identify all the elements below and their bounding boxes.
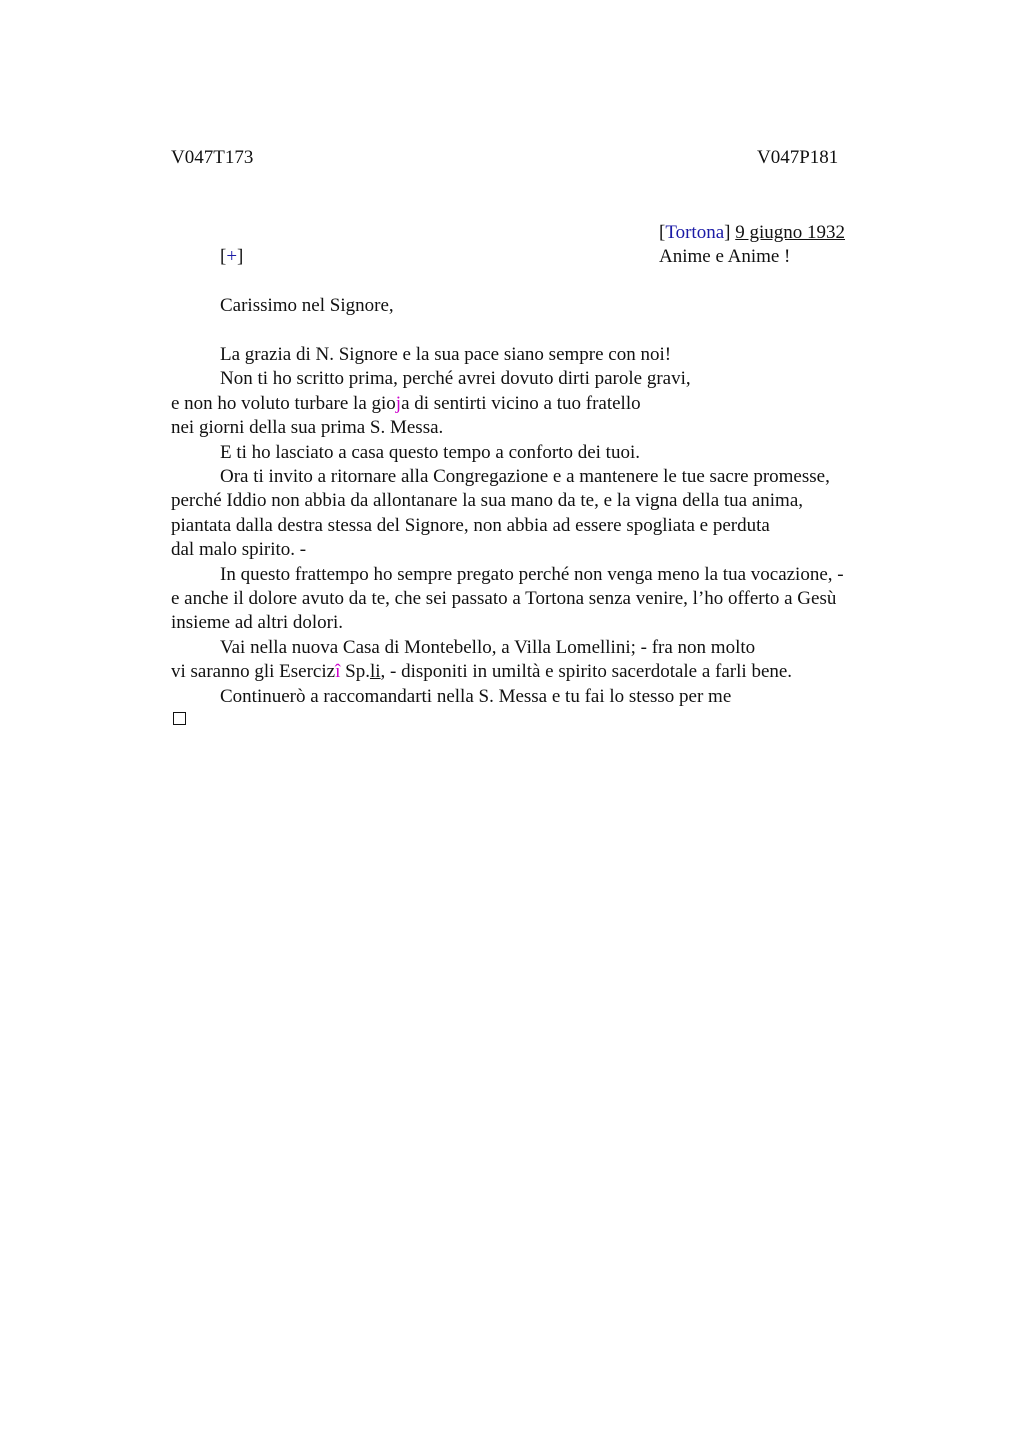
editorial-insertion: j <box>395 393 402 414</box>
place-name: Tortona <box>665 222 725 243</box>
cross-mark: [+] <box>220 246 244 267</box>
body-line: Ora ti invito a ritornare alla Congregazione e a mantenere le tue sacre promesse, <box>220 466 830 487</box>
bracket-open: [ <box>659 222 666 243</box>
body-line: perché Iddio non abbia da allontanare la sua mano da te, e la vigna della tua anima, <box>171 490 804 511</box>
body-line: Non ti ho scritto prima, perché avrei dovuto dirti parole gravi, <box>220 368 691 389</box>
document-code-right: V047P181 <box>757 147 839 168</box>
bracket-close: ] <box>724 222 731 243</box>
motto: Anime e Anime ! <box>659 246 791 267</box>
document-code-left: V047T173 <box>171 147 254 168</box>
body-line: e anche il dolore avuto da te, che sei passato a Tortona senza venire, l’ho offerto a Gesù <box>171 588 837 609</box>
abbreviation-underlined: li <box>369 661 381 682</box>
editorial-insertion: î <box>335 661 341 682</box>
body-line: vi saranno gli Esercizî Sp.li, - disponiti in umiltà e spirito sacerdotale a farli bene. <box>171 661 793 682</box>
body-line: Vai nella nuova Casa di Montebello, a Villa Lomellini; - fra non molto <box>220 637 756 658</box>
body-line: e non ho voluto turbare la gioja di sentirti vicino a tuo fratello <box>171 393 641 414</box>
body-line: E ti ho lasciato a casa questo tempo a conforto dei tuoi. <box>220 442 640 463</box>
body-line: nei giorni della sua prima S. Messa. <box>171 417 444 438</box>
body-line: Continuerò a raccomandarti nella S. Messa e tu fai lo stesso per me <box>220 686 732 707</box>
body-line: dal malo spirito. - <box>171 539 307 560</box>
body-line: insieme ad altri dolori. <box>171 612 344 633</box>
dateline <box>659 221 845 245</box>
cross-icon: + <box>226 246 238 267</box>
body-line: In questo frattempo ho sempre pregato perché non venga meno la tua vocazione, - <box>220 564 844 585</box>
salutation: Carissimo nel Signore, <box>220 295 394 316</box>
letter-date: 9 giugno 1932 <box>735 222 846 243</box>
end-box-icon <box>173 712 186 725</box>
body-line: piantata dalla destra stessa del Signore, non abbia ad essere spogliata e perduta <box>171 515 770 536</box>
body-line: La grazia di N. Signore e la sua pace siano sempre con noi! <box>220 344 672 365</box>
